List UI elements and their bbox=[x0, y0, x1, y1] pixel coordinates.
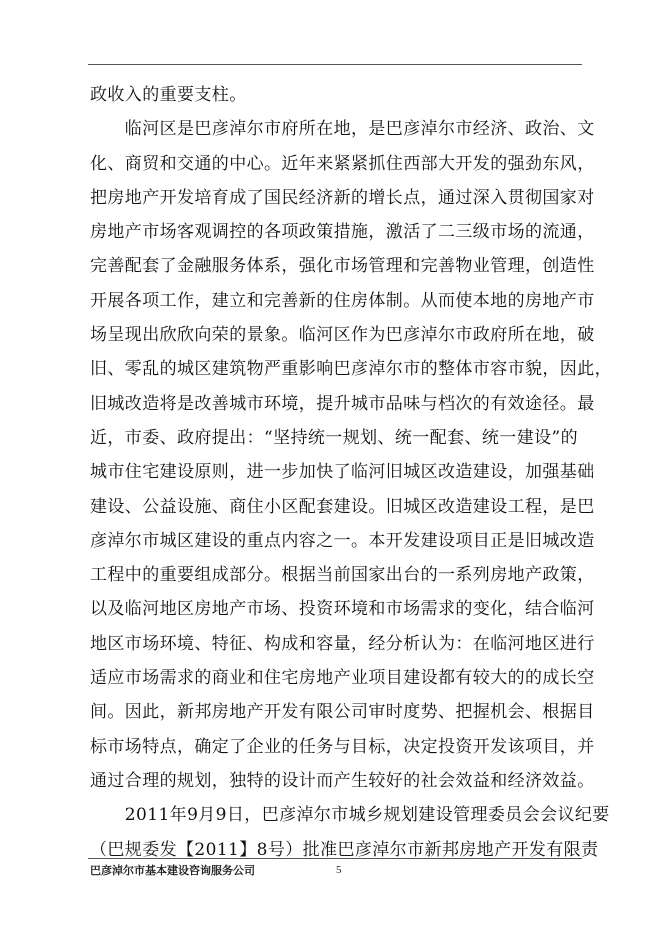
text-line: 间。因此，新邦房地产开发有限公司审时度势、把握机会、根据目 bbox=[90, 702, 595, 723]
text-line: 标市场特点，确定了企业的任务与目标，决定投资开发该项目，并 bbox=[90, 736, 595, 757]
text-line: 2011年9月9日，巴彦淖尔市城乡规划建设管理委员会会议纪要 bbox=[90, 805, 610, 826]
footer-company-name: 巴彦淖尔市基本建设咨询服务公司 bbox=[90, 864, 255, 877]
text-line: （巴规委发【2011】8号）批准巴彦淖尔市新邦房地产开发有限责 bbox=[90, 839, 599, 860]
body-text bbox=[90, 78, 612, 867]
text-line: 近，市委、政府提出：“坚持统一规划、统一配套、统一建设”的 bbox=[90, 427, 578, 448]
text-line: 房地产市场客观调控的各项政策措施，激活了二三级市场的流通， bbox=[90, 222, 595, 243]
page-number: 5 bbox=[336, 864, 342, 876]
text-line: 城市住宅建设原则，进一步加快了临河旧城区改造建设，加强基础 bbox=[90, 462, 595, 483]
text-line: 适应市场需求的商业和住宅房地产业项目建设都有较大的的成长空 bbox=[90, 668, 595, 689]
header-rule bbox=[88, 64, 582, 65]
text-line: 建设、公益设施、商住小区配套建设。旧城区改造建设工程，是巴 bbox=[90, 496, 595, 517]
text-line: 通过合理的规划，独特的设计而产生较好的社会效益和经济效益。 bbox=[90, 770, 595, 791]
text-line: 化、商贸和交通的中心。近年来紧紧抓住西部大开发的强劲东风， bbox=[90, 153, 595, 174]
text-line: 地区市场环境、特征、构成和容量，经分析认为：在临河地区进行 bbox=[90, 633, 595, 654]
text-line: 临河区是巴彦淖尔市府所在地，是巴彦淖尔市经济、政治、文 bbox=[90, 119, 595, 140]
text-line: 旧、零乱的城区建筑物严重影响巴彦淖尔市的整体市容市貌，因此， bbox=[90, 359, 612, 380]
text-line: 政收入的重要支柱。 bbox=[90, 85, 247, 105]
text-line: 旧城改造将是改善城市环境，提升城市品味与档次的有效途径。最 bbox=[90, 393, 595, 414]
text-line: 把房地产开发培育成了国民经济新的增长点，通过深入贯彻国家对 bbox=[90, 187, 595, 208]
footer-rule bbox=[88, 858, 582, 859]
text-line: 开展各项工作，建立和完善新的住房体制。从而使本地的房地产市 bbox=[90, 290, 595, 311]
text-line: 完善配套了金融服务体系，强化市场管理和完善物业管理，创造性 bbox=[90, 256, 595, 277]
text-line: 彦淖尔市城区建设的重点内容之一。本开发建设项目正是旧城改造 bbox=[90, 530, 595, 551]
text-line: 场呈现出欣欣向荣的景象。临河区作为巴彦淖尔市政府所在地，破 bbox=[90, 325, 595, 346]
text-line: 工程中的重要组成部分。根据当前国家出台的一系列房地产政策， bbox=[90, 565, 595, 586]
text-line: 以及临河地区房地产市场、投资环境和市场需求的变化，结合临河 bbox=[90, 599, 595, 620]
